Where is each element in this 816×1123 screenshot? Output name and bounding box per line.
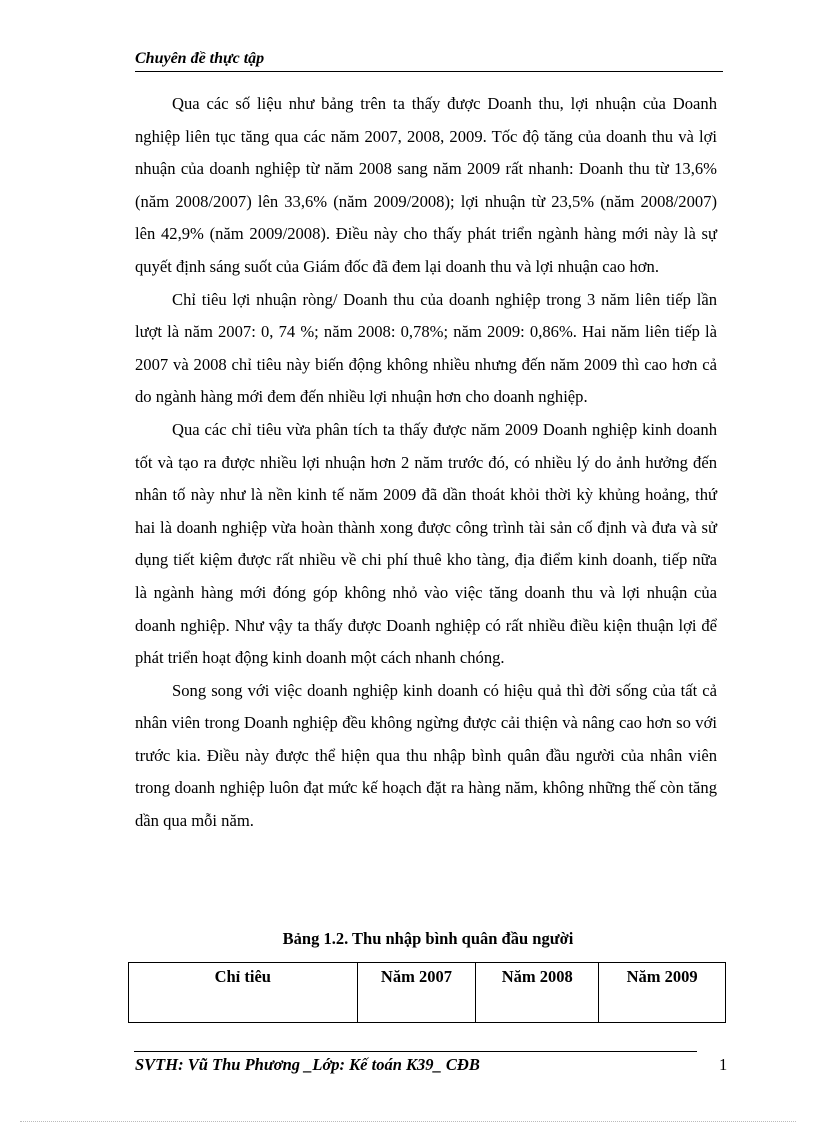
footer-divider bbox=[134, 1051, 697, 1052]
table-caption: Bảng 1.2. Thu nhập bình quân đầu người bbox=[282, 929, 574, 948]
footer-author: SVTH: Vũ Thu Phương _Lớp: Kế toán K39_ CĐB bbox=[135, 1055, 480, 1074]
column-header-2007: Năm 2007 bbox=[357, 963, 476, 1023]
paragraph: Qua các chỉ tiêu vừa phân tích ta thấy được năm 2009 Doanh nghiệp kinh doanh tốt và tạo ra được nhiều lợi nhuận hơn 2 năm trước đó, có nhiều lý do ảnh hưởng đến nhân tố này như là nền kinh tế năm 2009 đã dần thoát khỏi thời kỳ khủng hoảng, thứ hai là doanh nghiệp vừa hoàn thành xong được công trình tài sản cố định và đưa và sử dụng tiết kiệm được rất nhiều về chi phí thuê kho tàng, địa điểm kinh doanh, tiếp nữa là ngành hàng mới đóng góp không nhỏ vào việc tăng doanh thu và lợi nhuận của doanh nghiệp. Như vậy ta thấy được Doanh nghiệp có rất nhiều điều kiện thuận lợi để phát triển hoạt động kinh doanh một cách nhanh chóng. bbox=[135, 419, 717, 668]
paragraph: Song song với việc doanh nghiệp kinh doanh có hiệu quả thì đời sống của tất cả nhân viên trong Doanh nghiệp đều không ngừng được cải thiện và nâng cao hơn so với trước kia. Điều này được thể hiện qua thu nhập bình quân đầu người của nhân viên trong doanh nghiệp luôn đạt mức kế hoạch đặt ra hàng năm, không những thế còn tăng dần qua mỗi năm. bbox=[135, 680, 717, 831]
paragraph: Chỉ tiêu lợi nhuận ròng/ Doanh thu của doanh nghiệp trong 3 năm liên tiếp lần lượt là năm 2007: 0, 74 %; năm 2008: 0,78%; năm 2009: 0,86%. Hai năm liên tiếp là 2007 và 2008 chỉ tiêu này biến động không nhiều nhưng đến năm 2009 thì cao hơn cả do ngành hàng mới đem đến nhiều lợi nhuận hơn cho doanh nghiệp. bbox=[135, 289, 717, 407]
column-header-indicator: Chỉ tiêu bbox=[129, 963, 358, 1023]
column-header-2008: Năm 2008 bbox=[476, 963, 599, 1023]
body-text bbox=[135, 88, 717, 838]
page-edge-divider bbox=[20, 1121, 796, 1122]
page-header bbox=[135, 50, 723, 72]
income-table bbox=[128, 962, 726, 1023]
column-header-2009: Năm 2009 bbox=[599, 963, 726, 1023]
page-number: 1 bbox=[719, 1055, 728, 1074]
table-header-row bbox=[129, 963, 726, 1023]
paragraph: Qua các số liệu như bảng trên ta thấy được Doanh thu, lợi nhuận của Doanh nghiệp liên tục tăng qua các năm 2007, 2008, 2009. Tốc độ tăng của doanh thu và lợi nhuận của doanh nghiệp từ năm 2008 sang năm 2009 rất nhanh: Doanh thu từ 13,6% (năm 2008/2007) lên 33,6% (năm 2009/2008); lợi nhuận từ 23,5% (năm 2008/2007) lên 42,9% (năm 2009/2008). Điều này cho thấy phát triển ngành hàng mới này là sự quyết định sáng suốt của Giám đốc đã đem lại doanh thu và lợi nhuận cao hơn. bbox=[135, 94, 717, 276]
header-title: Chuyên đề thực tập bbox=[135, 50, 265, 67]
